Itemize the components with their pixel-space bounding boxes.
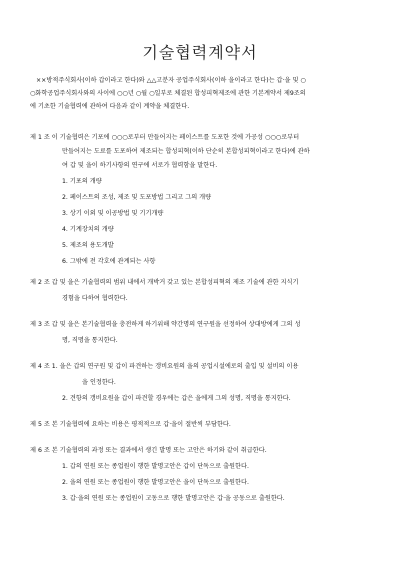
document-title: 기술협력계약서 <box>142 43 258 62</box>
article-1-line: 만들어지는 도료를 도포하여 제조되는 합성피혁(이하 단순히 본합성피혁이라고 한다)에 관하 <box>62 148 310 155</box>
article-1-item: 6. 그밖에 전 각호에 관계되는 사항 <box>62 258 156 265</box>
article-3-heading: 제 3 조 갑 및 을은 본기술협력을 충전하게 하기위해 약간명의 연구원을 선정하여 상대방에게 그의 성 <box>30 321 301 328</box>
article-1-item: 2. 페이스트의 조성, 제조 및 도포방법 그리고 그의 개량 <box>62 194 212 201</box>
article-1-item: 1. 기포의 개량 <box>62 178 102 185</box>
article-1-item: 5. 제조의 용도개발 <box>62 242 114 249</box>
article-3-line: 명, 직명을 통지한다. <box>62 337 118 344</box>
intro-line: 에 기초한 기술협력에 관하여 다음과 같이 계약을 체결한다. <box>30 103 190 110</box>
article-4-line: 2. 견항의 갱비요원을 갑이 파견할 경우에는 갑은 을에게 그의 성명, 직명을 통지한다. <box>62 395 291 402</box>
article-1-line: 여 갑 및 을이 하기사항의 연구에 서로가 협력함을 말한다. <box>62 162 218 169</box>
intro-line: ××방적주식회사(이하 갑이라고 한다)와 △△고분자 공업주식회사(이하 을이라고 한다)는 갑·을 및 ○ <box>36 77 306 84</box>
article-2-line: 경험을 다하여 협력한다. <box>62 295 128 302</box>
article-4-heading: 제 4 조 1. 을은 갑의 연구원 및 갑이 파견하는 갱비요원의 을의 공업시설에로의 출입 및 설비의 이용 <box>30 363 299 370</box>
article-1-item: 4. 기계장치의 개량 <box>62 226 114 233</box>
article-5-heading: 제 5 조 본 기술협력에 요하는 비용은 평적적으로 갑·을이 절반씩 부담한다. <box>30 421 231 428</box>
article-6-item: 2. 을의 연원 또는 종업원이 행한 발명고안은 을이 단독으로 출원한다. <box>62 479 249 486</box>
article-4-line: 을 인정한다. <box>82 379 116 386</box>
article-1-item: 3. 상기 이외 및 이공방법 및 기기개량 <box>62 210 164 217</box>
article-1-heading: 제 1 조 이 기술협력은 기포에 ○○○로부터 만들어지는 페이스트를 도포한 것에 가공성 ○○○로부터 <box>30 134 300 141</box>
article-6-heading: 제 6 조 본 기술협력의 과정 또는 결과에서 생긴 발명 또는 고안은 하기와 같이 취급한다. <box>30 447 267 454</box>
article-6-item: 3. 갑·을의 연원 또는 종업원이 고동으로 행한 발명고안은 갑·을 공동으로 출원한다. <box>62 495 285 502</box>
article-2-heading: 제 2 조 갑 및 을은 기술협력의 범위 내에서 개박거 갖고 있는 본합성피혁의 제조 기술에 관한 지식기 <box>30 279 299 286</box>
intro-line: ○화학공업주식회사와의 사이에 ○○년 ○월 ○일부로 체결된 합성피혁제조에 관한 기본계약서 제9조의 <box>30 90 306 97</box>
article-6-item: 1. 갑의 연원 또는 종업원이 행한 발명고안은 갑이 단독으로 출원한다. <box>62 463 249 470</box>
